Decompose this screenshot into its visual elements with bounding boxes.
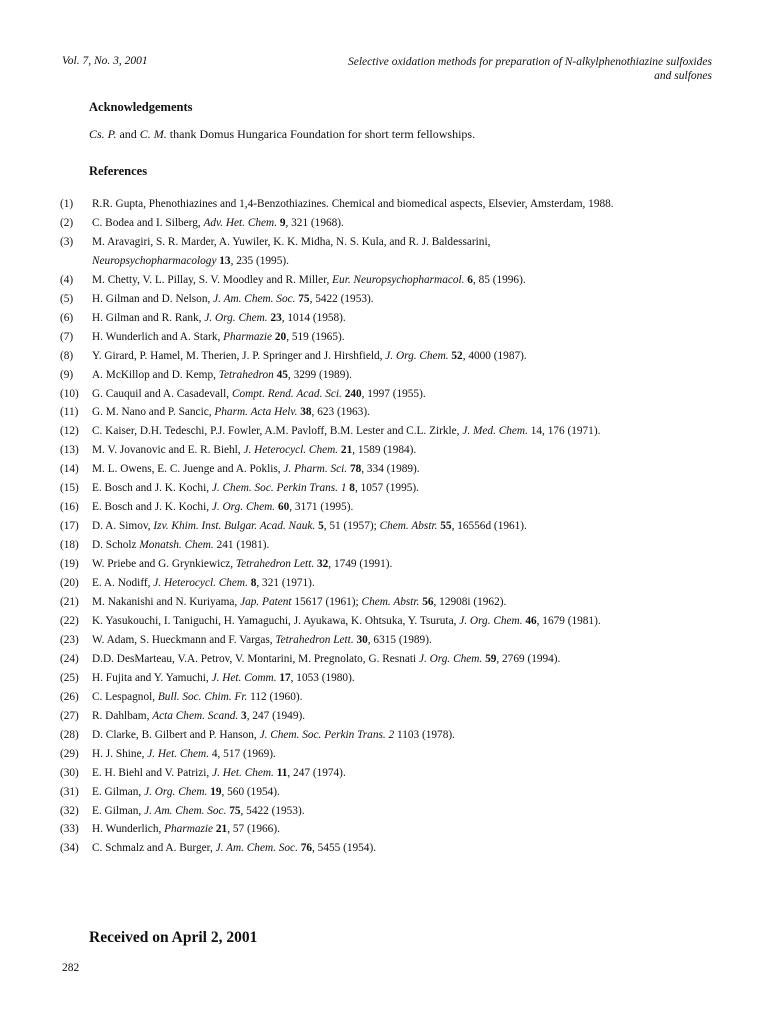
reference-text: M. Chetty, V. L. Pillay, S. V. Moodley and R. Miller, bbox=[92, 273, 333, 286]
reference-item bbox=[60, 764, 720, 783]
volume-number: 11 bbox=[276, 766, 288, 779]
journal-name: J. Org. Chem. bbox=[144, 785, 208, 798]
reference-text: , 334 (1989). bbox=[361, 463, 420, 476]
reference-item bbox=[60, 309, 720, 328]
reference-text: 15617 (1961); bbox=[291, 596, 362, 609]
reference-item bbox=[60, 328, 720, 347]
reference-number: (13) bbox=[60, 444, 79, 457]
reference-number: (25) bbox=[60, 671, 79, 684]
reference-number: (7) bbox=[60, 330, 74, 343]
volume-number: 46 bbox=[525, 614, 537, 627]
reference-item bbox=[60, 347, 720, 366]
journal-name: Bull. Soc. Chim. Fr. bbox=[157, 690, 248, 703]
volume-number: 6 bbox=[467, 273, 473, 286]
volume-number: 8 bbox=[349, 482, 355, 495]
page-number: 282 bbox=[62, 962, 80, 974]
reference-number: (12) bbox=[60, 425, 79, 438]
reference-text: 1103 (1978). bbox=[394, 728, 455, 741]
reference-number: (6) bbox=[60, 311, 74, 324]
reference-list bbox=[60, 195, 720, 858]
reference-text: E. Bosch and J. K. Kochi, bbox=[92, 482, 212, 495]
reference-text: G. M. Nano and P. Sancic, bbox=[92, 406, 215, 419]
reference-text: R.R. Gupta, Phenothiazines and 1,4-Benzothiazines. Chemical and biomedical aspects, Elsevier, Amsterdam, 1988. bbox=[92, 198, 614, 210]
reference-number: (11) bbox=[60, 406, 79, 419]
reference-item bbox=[60, 441, 720, 460]
volume-number: 8 bbox=[250, 577, 257, 590]
reference-text: , 5422 (1953). bbox=[240, 804, 305, 817]
journal-name: J. Am. Chem. Soc. bbox=[144, 804, 227, 817]
journal-name: J. Org. Chem. bbox=[385, 349, 449, 362]
reference-number: (15) bbox=[60, 482, 79, 495]
journal-name: J. Het. Chem. bbox=[212, 766, 274, 779]
journal-name: Pharmazie bbox=[223, 330, 273, 343]
received-date: Received on April 2, 2001 bbox=[89, 929, 258, 946]
reference-number: (34) bbox=[60, 842, 79, 855]
journal-name: J. Org. Chem. bbox=[418, 652, 483, 665]
reference-text: Y. Girard, P. Hamel, M. Therien, J. P. Springer and J. Hirshfield, bbox=[92, 349, 386, 362]
volume-number: 240 bbox=[344, 387, 362, 400]
reference-item bbox=[60, 631, 720, 650]
reference-number: (5) bbox=[60, 292, 74, 305]
journal-name: Adv. Het. Chem. bbox=[203, 216, 278, 229]
reference-item bbox=[60, 517, 720, 536]
reference-item bbox=[60, 688, 720, 707]
volume-number: 76 bbox=[300, 842, 313, 855]
volume-number: 59 bbox=[485, 652, 497, 665]
reference-text: M. Nakanishi and N. Kuriyama, bbox=[92, 596, 241, 609]
reference-item bbox=[60, 195, 720, 214]
volume-number: 20 bbox=[274, 330, 287, 343]
reference-number: (27) bbox=[60, 709, 79, 722]
references-heading: References bbox=[89, 164, 148, 178]
reference-item bbox=[60, 536, 720, 555]
reference-number: (14) bbox=[60, 463, 79, 476]
reference-number: (8) bbox=[60, 349, 74, 362]
reference-text: , 12908i (1962). bbox=[433, 596, 507, 609]
volume-number: 13 bbox=[219, 254, 231, 267]
volume-number: 23 bbox=[270, 311, 282, 324]
reference-item bbox=[60, 593, 720, 612]
volume-number: 19 bbox=[210, 785, 222, 798]
volume-number: 45 bbox=[276, 368, 288, 381]
reference-text: M. L. Owens, E. C. Juenge and A. Poklis, bbox=[92, 463, 284, 476]
volume-number: 55 bbox=[440, 520, 452, 533]
reference-text: H. Fujita and Y. Yamuchi, bbox=[92, 671, 212, 684]
journal-name: Chem. Abstr. bbox=[379, 520, 438, 533]
reference-text: 14, 176 (1971). bbox=[527, 425, 601, 438]
reference-text: , 3299 (1989). bbox=[287, 368, 352, 381]
reference-number: (24) bbox=[60, 652, 79, 665]
reference-number: (20) bbox=[60, 577, 79, 590]
journal-name: Tetrahedron bbox=[218, 368, 274, 381]
reference-text: D. Scholz bbox=[92, 539, 140, 552]
volume-number: 32 bbox=[317, 558, 329, 571]
journal-name: J. Pharm. Sci. bbox=[283, 463, 348, 476]
reference-item bbox=[60, 820, 720, 839]
reference-text: C. Bodea and I. Silberg, bbox=[92, 216, 204, 229]
reference-text: , 6315 (1989). bbox=[367, 633, 432, 646]
reference-number: (1) bbox=[60, 198, 74, 210]
reference-text: D. A. Simov, bbox=[92, 520, 154, 533]
reference-number: (23) bbox=[60, 633, 79, 646]
reference-text: W. Adam, S. Hueckmann and F. Vargas, bbox=[92, 633, 276, 646]
reference-text: C. Schmalz and A. Burger, bbox=[92, 842, 216, 855]
reference-item bbox=[60, 366, 720, 385]
volume-number: 21 bbox=[340, 444, 353, 457]
volume-number: 21 bbox=[215, 823, 228, 836]
reference-text: M. Aravagiri, S. R. Marder, A. Yuwiler, K. K. Midha, N. S. Kula, and R. J. Baldessarini, bbox=[92, 235, 491, 248]
reference-number: (16) bbox=[60, 501, 79, 514]
reference-text: , 57 (1966). bbox=[227, 823, 280, 836]
reference-item bbox=[60, 783, 720, 802]
reference-text: , 51 (1957); bbox=[323, 520, 380, 533]
reference-text: , 1679 (1981). bbox=[536, 614, 601, 627]
reference-number: (17) bbox=[60, 520, 79, 533]
reference-text: 4, 517 (1969). bbox=[209, 747, 276, 760]
reference-item bbox=[60, 460, 720, 479]
reference-number: (9) bbox=[60, 368, 74, 381]
journal-name: Tetrahedron Lett. bbox=[235, 558, 315, 571]
reference-number: (29) bbox=[60, 747, 79, 760]
volume-number: 38 bbox=[300, 406, 312, 419]
reference-text: , 560 (1954). bbox=[221, 785, 280, 798]
reference-text: 112 (1960). bbox=[247, 690, 303, 703]
reference-text: , 235 (1995). bbox=[230, 254, 289, 267]
reference-text: , 321 (1968). bbox=[285, 216, 344, 229]
journal-name: Tetrahedron Lett. bbox=[275, 633, 354, 646]
reference-number: (19) bbox=[60, 558, 79, 571]
running-header-title bbox=[252, 55, 712, 83]
reference-item bbox=[60, 802, 720, 821]
reference-text: R. Dahlbam, bbox=[92, 709, 153, 722]
reference-text: 241 (1981). bbox=[213, 539, 270, 552]
reference-number: (30) bbox=[60, 766, 79, 779]
reference-text: C. Lespagnol, bbox=[92, 690, 158, 703]
reference-item bbox=[60, 669, 720, 688]
initials-1: Cs. P. bbox=[89, 127, 117, 141]
volume-number: 75 bbox=[298, 292, 310, 305]
reference-text: E. H. Biehl and V. Patrizi, bbox=[92, 766, 213, 779]
journal-name: Jap. Patent bbox=[240, 596, 292, 609]
reference-text: , 1057 (1995). bbox=[354, 482, 419, 495]
volume-number: 5 bbox=[318, 520, 324, 533]
reference-continuation bbox=[92, 252, 720, 271]
running-header-volume: Vol. 7, No. 3, 2001 bbox=[62, 55, 148, 67]
acknowledgements-text bbox=[89, 127, 475, 142]
volume-number: 30 bbox=[356, 633, 368, 646]
ack-body: thank Domus Hungarica Foundation for short term fellowships. bbox=[166, 127, 476, 141]
running-header-title-line1: Selective oxidation methods for preparation of N-alkylphenothiazine sulfoxides bbox=[348, 56, 712, 68]
running-header-title-line2: and sulfones bbox=[654, 70, 712, 82]
reference-item bbox=[60, 745, 720, 764]
reference-item bbox=[60, 385, 720, 404]
reference-text: H. J. Shine, bbox=[92, 747, 148, 760]
reference-number: (33) bbox=[60, 823, 79, 836]
reference-text: , 1997 (1955). bbox=[361, 387, 426, 400]
reference-item bbox=[60, 707, 720, 726]
journal-name: J. Org. Chem. bbox=[204, 311, 268, 324]
journal-name: J. Org. Chem. bbox=[459, 614, 523, 627]
journal-name: Pharmazie bbox=[164, 823, 214, 836]
volume-number: 9 bbox=[279, 216, 286, 229]
reference-text: , 1053 (1980). bbox=[290, 671, 355, 684]
reference-text: , 4000 (1987). bbox=[462, 349, 527, 362]
reference-text: K. Yasukouchi, I. Taniguchi, H. Yamaguchi, J. Ayukawa, K. Ohtsuka, Y. Tsuruta, bbox=[92, 614, 460, 627]
reference-number: (31) bbox=[60, 785, 79, 798]
reference-number: (21) bbox=[60, 596, 79, 609]
journal-name: Compt. Rend. Acad. Sci. bbox=[231, 387, 342, 400]
reference-item bbox=[60, 555, 720, 574]
journal-name: Pharm. Acta Helv. bbox=[214, 406, 298, 419]
reference-number: (22) bbox=[60, 614, 79, 627]
reference-text: , 2769 (1994). bbox=[496, 652, 561, 665]
reference-text: H. Wunderlich, bbox=[92, 823, 165, 836]
reference-number: (18) bbox=[60, 539, 79, 552]
reference-item bbox=[60, 498, 720, 517]
reference-text: W. Priebe and G. Grynkiewicz, bbox=[92, 558, 236, 571]
journal-name: J. Chem. Soc. Perkin Trans. 2 bbox=[259, 728, 395, 741]
journal-name: Acta Chem. Scand. bbox=[152, 709, 239, 722]
volume-number: 52 bbox=[451, 349, 463, 362]
reference-text: , 85 (1996). bbox=[472, 273, 526, 286]
reference-text: E. Gilman, bbox=[92, 785, 145, 798]
reference-text: , 1589 (1984). bbox=[352, 444, 417, 457]
volume-number: 17 bbox=[279, 671, 291, 684]
reference-text: , 16556d (1961). bbox=[451, 520, 527, 533]
reference-text: , 5422 (1953). bbox=[309, 292, 374, 305]
journal-name: J. Am. Chem. Soc. bbox=[215, 842, 298, 855]
reference-text: G. Cauquil and A. Casadevall, bbox=[92, 387, 232, 400]
reference-number: (2) bbox=[60, 216, 74, 229]
reference-text: A. McKillop and D. Kemp, bbox=[92, 368, 219, 381]
reference-item bbox=[60, 233, 720, 271]
volume-number: 56 bbox=[422, 596, 434, 609]
reference-item bbox=[60, 214, 720, 233]
reference-text: , 623 (1963). bbox=[311, 406, 370, 419]
journal-name: J. Heterocycl. Chem. bbox=[243, 444, 339, 457]
acknowledgements-heading: Acknowledgements bbox=[89, 100, 193, 114]
journal-name: Chem. Abstr. bbox=[361, 596, 420, 609]
reference-text: , 321 (1971). bbox=[256, 577, 315, 590]
reference-text: C. Kaiser, D.H. Tedeschi, P.J. Fowler, A.M. Pavloff, B.M. Lester and C.L. Zirkle, bbox=[92, 425, 463, 438]
journal-name: J. Med. Chem. bbox=[462, 425, 528, 438]
reference-item bbox=[60, 650, 720, 669]
reference-text: , 519 (1965). bbox=[286, 330, 345, 343]
reference-text: E. Gilman, bbox=[92, 804, 145, 817]
reference-text: H. Wunderlich and A. Stark, bbox=[92, 330, 224, 343]
reference-text: , 3171 (1995). bbox=[289, 501, 354, 514]
volume-number: 78 bbox=[349, 463, 362, 476]
reference-item bbox=[60, 403, 720, 422]
reference-text: H. Gilman and D. Nelson, bbox=[92, 292, 214, 305]
reference-text: M. V. Jovanovic and E. R. Biehl, bbox=[92, 444, 244, 457]
reference-text: , 1014 (1958). bbox=[281, 311, 346, 324]
reference-number: (32) bbox=[60, 804, 79, 817]
journal-name: J. Chem. Soc. Perkin Trans. 1 bbox=[211, 482, 347, 495]
reference-item bbox=[60, 422, 720, 441]
reference-text: H. Gilman and R. Rank, bbox=[92, 311, 205, 324]
reference-text: E. A. Nodiff, bbox=[92, 577, 154, 590]
reference-text: D. Clarke, B. Gilbert and P. Hanson, bbox=[92, 728, 260, 741]
volume-number: 3 bbox=[241, 709, 247, 722]
journal-name: J. Am. Chem. Soc. bbox=[213, 292, 296, 305]
ack-conjunction: and bbox=[116, 127, 140, 141]
volume-number: 60 bbox=[277, 501, 290, 514]
reference-item bbox=[60, 839, 720, 858]
journal-name: Monatsh. Chem. bbox=[139, 539, 214, 552]
journal-name: J. Het. Chem. bbox=[147, 747, 210, 760]
journal-name: Eur. Neuropsychopharmacol. bbox=[332, 273, 465, 286]
reference-item bbox=[60, 271, 720, 290]
reference-number: (28) bbox=[60, 728, 79, 741]
reference-item bbox=[60, 290, 720, 309]
reference-text: , 5455 (1954). bbox=[312, 842, 377, 855]
volume-number: 75 bbox=[229, 804, 241, 817]
reference-text: , 1749 (1991). bbox=[328, 558, 393, 571]
journal-name: Izv. Khim. Inst. Bulgar. Acad. Nauk. bbox=[153, 520, 316, 533]
journal-name: J. Het. Comm. bbox=[211, 671, 277, 684]
reference-item bbox=[60, 726, 720, 745]
reference-item bbox=[60, 612, 720, 631]
initials-2: C. M. bbox=[139, 127, 167, 141]
reference-number: (10) bbox=[60, 387, 79, 400]
reference-text: E. Bosch and J. K. Kochi, bbox=[92, 501, 212, 514]
reference-text: , 247 (1974). bbox=[287, 766, 346, 779]
journal-name: J. Org. Chem. bbox=[211, 501, 276, 514]
journal-name: J. Heterocycl. Chem. bbox=[153, 577, 248, 590]
reference-item bbox=[60, 479, 720, 498]
reference-text: D.D. DesMarteau, V.A. Petrov, V. Montarini, M. Pregnolato, G. Resnati bbox=[92, 652, 419, 665]
reference-item bbox=[60, 574, 720, 593]
journal-name: Neuropsychopharmacology bbox=[92, 254, 217, 267]
reference-number: (26) bbox=[60, 690, 79, 703]
reference-number: (4) bbox=[60, 273, 74, 286]
reference-number: (3) bbox=[60, 235, 74, 248]
reference-text: , 247 (1949). bbox=[246, 709, 306, 722]
